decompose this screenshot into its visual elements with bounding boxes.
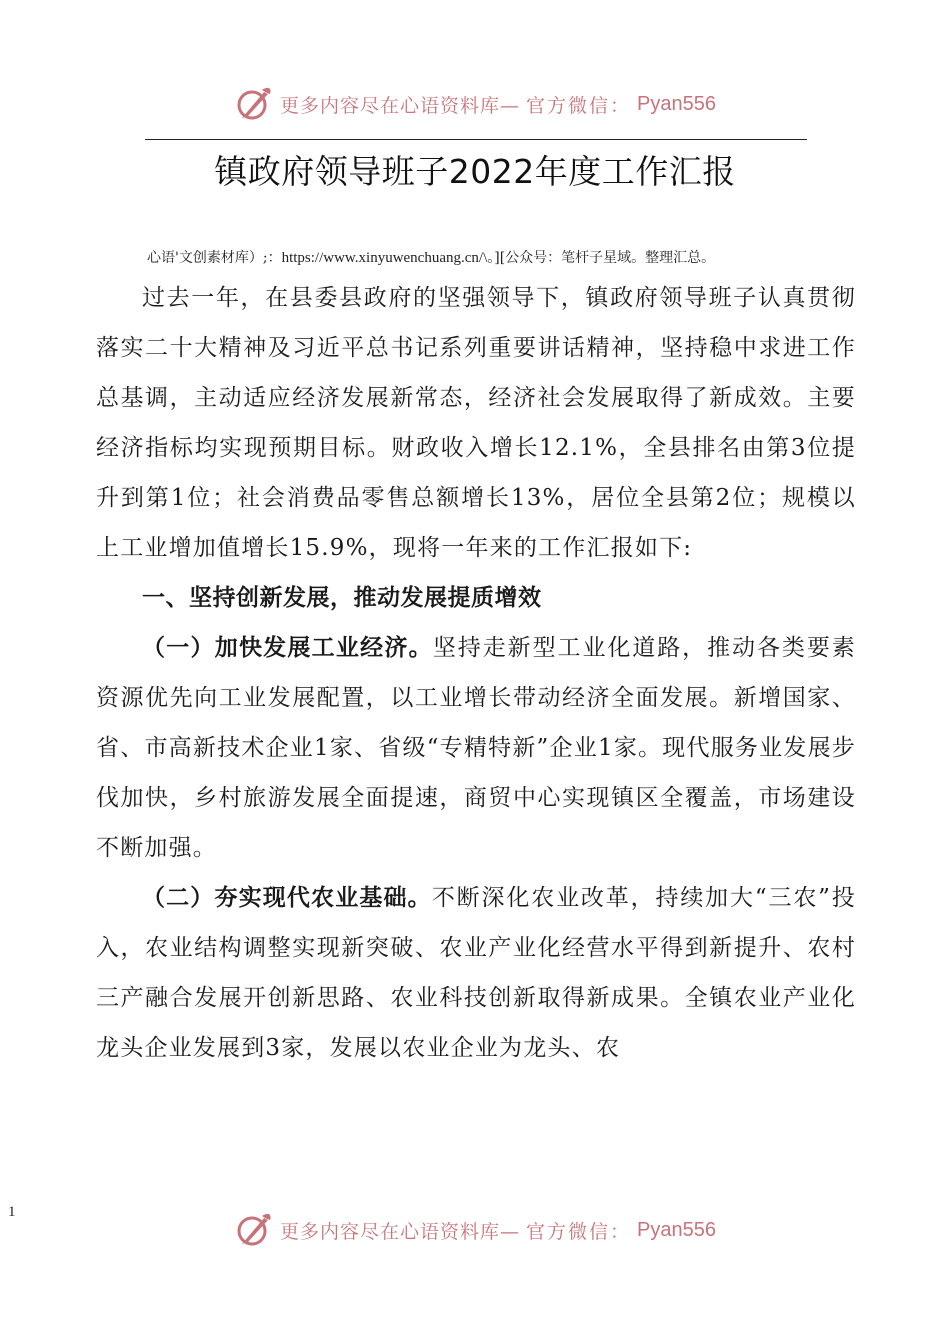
source-suffix: 。][公众号：笔杆子星域。整理汇总。 <box>487 250 716 266</box>
subsection-paragraph-2 <box>96 873 856 1073</box>
subsection-text-2: 不断深化农业改革，持续加大“三农”投入，农业结构调整实现新突破、农业产业化经营水平得到新提升、农村三产融合发展开创新思路、农业科技创新取得新成果。全镇农业产业化龙头企业发展到3家，发展以农业企业为龙头、农 <box>96 885 856 1061</box>
footer-banner-slogan: 更多内容尽在心语资料库— <box>280 1220 521 1243</box>
quill-logo-icon <box>234 84 274 124</box>
subsection-title-2: （二）夯实现代农业基础。 <box>142 885 432 911</box>
source-line <box>147 247 847 267</box>
banner-wechat-label: 官方微信： <box>526 94 632 117</box>
subsection-paragraph-1 <box>96 623 856 873</box>
quill-logo-icon <box>234 1210 274 1250</box>
footer-banner-wechat-id: Pyan556 <box>637 1218 716 1241</box>
banner-slogan: 更多内容尽在心语资料库— <box>280 94 521 117</box>
subsection-text-1: 坚持走新型工业化道路，推动各类要素资源优先向工业发展配置，以工业增长带动经济全面发展。新增国家、省、市高新技术企业1家、省级“专精特新”企业1家。现代服务业发展步伐加快，乡村旅游发展全面提速，商贸中心实现镇区全覆盖，市场建设不断加强。 <box>96 635 856 861</box>
header-divider <box>145 139 807 140</box>
header-watermark-banner <box>0 82 950 126</box>
source-prefix: 心语'文创素材库）;： <box>147 250 282 266</box>
document-title: 镇政府领导班子2022年度工作汇报 <box>214 152 736 191</box>
document-body <box>96 273 856 1073</box>
footer-banner-wechat-label: 官方微信： <box>526 1220 632 1243</box>
intro-paragraph: 过去一年，在县委县政府的坚强领导下，镇政府领导班子认真贯彻落实二十大精神及习近平总书记系列重要讲话精神，坚持稳中求进工作总基调，主动适应经济发展新常态，经济社会发展取得了新成效。主要经济指标均实现预期目标。财政收入增长12.1%，全县排名由第3位提升到第1位；社会消费品零售总额增长13%，居位全县第2位；规模以上工业增加值增长15.9%，现将一年来的工作汇报如下: <box>96 285 856 561</box>
banner-wechat-id: Pyan556 <box>637 92 716 115</box>
footer-watermark-banner <box>0 1208 950 1252</box>
source-url: https://www.xinyuwenchuang.cn/\ <box>281 250 488 266</box>
page-number: 1 <box>8 1204 16 1220</box>
subsection-title-1: （一）加快发展工业经济。 <box>142 635 433 661</box>
section-heading-1: 一、坚持创新发展，推动发展提质增效 <box>142 585 542 611</box>
